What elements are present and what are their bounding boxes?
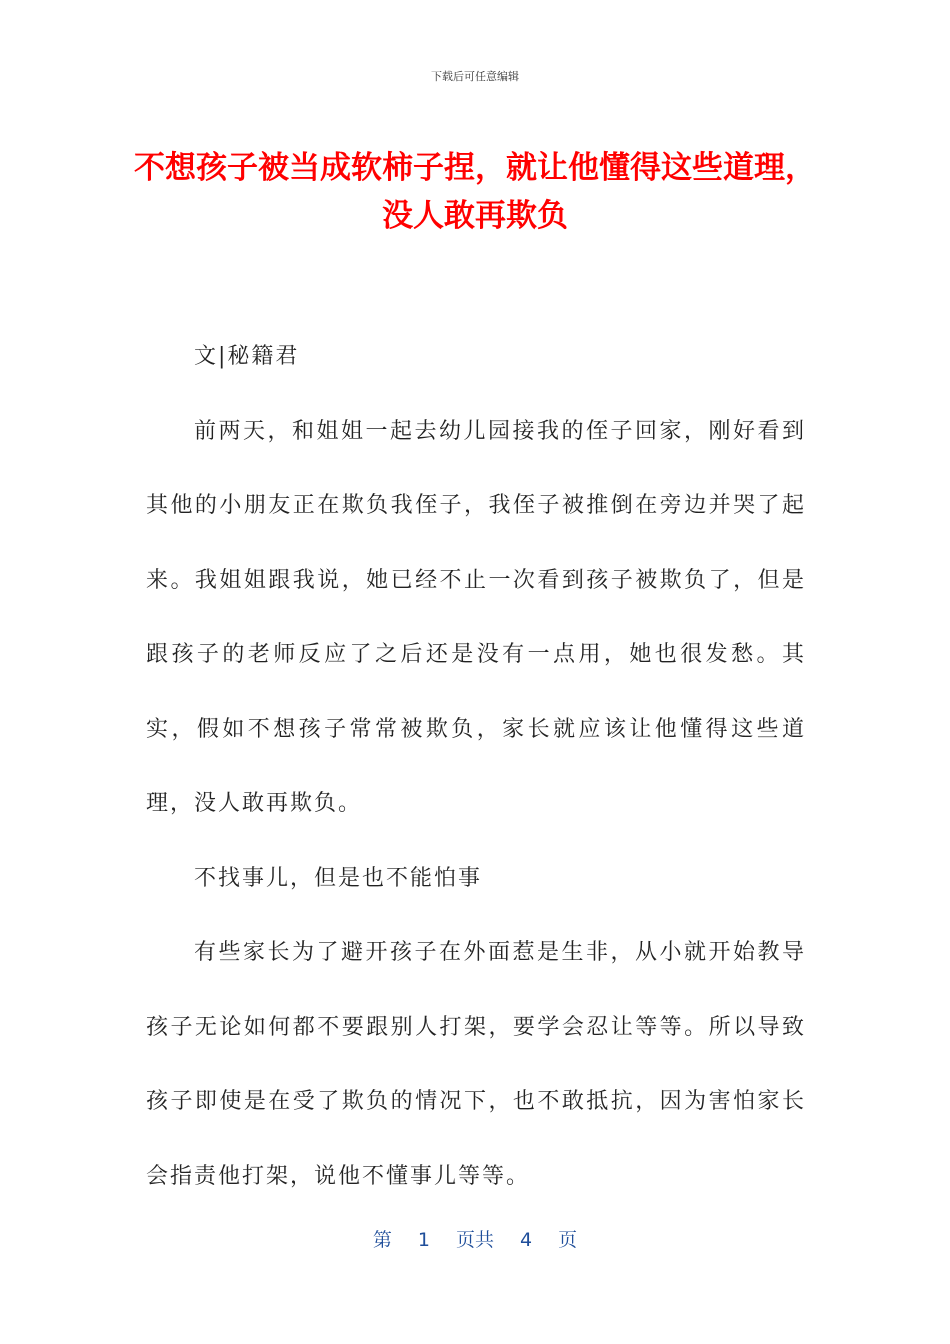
header-note: 下载后可任意编辑: [431, 70, 519, 83]
current-page-number: 1: [417, 1229, 430, 1251]
document-title: 不想孩子被当成软柿子捏，就让他懂得这些道理，没人敢再欺负: [134, 150, 816, 234]
paragraph: 有些家长为了避开孩子在外面惹是生非，从小就开始教导孩子无论如何都不要跟别人打架，要学会忍让等等。所以导致孩子即使是在受了欺负的情况下，也不敢抵抗，因为害怕家长会指责他打架，说他不懂事儿等等。: [146, 940, 806, 1189]
section-heading: 不找事儿，但是也不能怕事: [194, 865, 483, 891]
page-suffix: 页: [558, 1229, 578, 1251]
document-body: [146, 320, 806, 1214]
page-footer: [0, 1225, 950, 1252]
total-pages-number: 4: [520, 1229, 533, 1251]
page-prefix: 第: [372, 1229, 392, 1251]
paragraph: 前两天，和姐姐一起去幼儿园接我的侄子回家，刚好看到其他的小朋友正在欺负我侄子，我侄子被推倒在旁边并哭了起来。我姐姐跟我说，她已经不止一次看到孩子被欺负了，但是跟孩子的老师反应了之后还是没有一点用，她也很发愁。其实，假如不想孩子常常被欺负，家长就应该让他懂得这些道理，没人敢再欺负。: [146, 418, 806, 816]
author-line: 文|秘籍君: [194, 344, 300, 369]
page-mid: 页共: [455, 1229, 494, 1251]
